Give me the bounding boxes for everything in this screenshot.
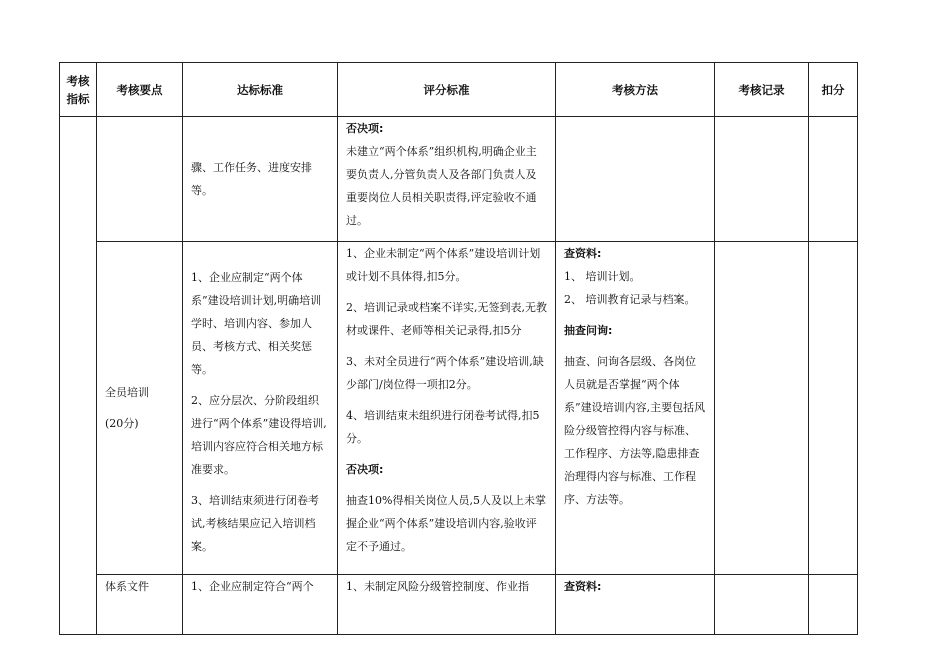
- header-key-points: 考核要点: [97, 63, 183, 117]
- key-point-cell: [97, 117, 183, 242]
- header-scoring: 评分标准: [338, 63, 556, 117]
- scoring-cell: [338, 575, 556, 635]
- header-method: 考核方法: [556, 63, 715, 117]
- key-point-title: 全员培训: [105, 386, 149, 399]
- method-title: 查资料:: [564, 247, 602, 260]
- key-point-title: 体系文件: [105, 580, 149, 593]
- scoring-item: 1、未制定风险分级管控制度、作业指: [346, 580, 529, 593]
- veto-text: 抽查10%得相关岗位人员,5人及以上未掌握企业“两个体系”建设培训内容,验收评定不予通过。: [346, 494, 546, 553]
- key-point-cell: [97, 242, 183, 575]
- standard-item: 2、应分层次、分阶段组织进行“两个体系”建设得培训,培训内容应符合相关地方标准要求。: [191, 394, 327, 476]
- veto-title: 否决项:: [346, 122, 384, 135]
- scoring-cell: [338, 117, 556, 242]
- method-title: 抽查问询:: [564, 324, 613, 337]
- key-point-score: (20分): [105, 417, 139, 430]
- header-standard: 达标标准: [183, 63, 338, 117]
- scoring-item: 3、未对全员进行“两个体系”建设培训,缺少部门/岗位得一项扣2分。: [346, 355, 544, 391]
- veto-title: 否决项:: [346, 463, 384, 476]
- standard-item: 3、培训结束须进行闭卷考试,考核结果应记入培训档案。: [191, 494, 319, 553]
- standard-cell: [183, 575, 338, 635]
- table-row: [60, 242, 858, 575]
- method-text: 抽查、问询各层级、各岗位人员就是否掌握“两个体系”建设培训内容,主要包括风险分级管控得内容与标准、工作程序、方法等,隐患排查治理得内容与标准、工作程序、方法等。: [564, 355, 706, 506]
- indicator-cell: [60, 117, 97, 635]
- header-deduction: 扣分: [809, 63, 858, 117]
- method-title: 查资料:: [564, 580, 602, 593]
- standard-text: 骤、工作任务、进度安排等。: [191, 161, 312, 197]
- method-cell: [556, 117, 715, 242]
- header-row: [60, 63, 858, 117]
- deduction-cell: [809, 117, 858, 242]
- standard-item: 1、企业应制定“两个体系”建设培训计划,明确培训学时、培训内容、参加人员、考核方式、相关奖惩等。: [191, 271, 322, 376]
- record-cell: [715, 242, 809, 575]
- assessment-table: [59, 62, 858, 635]
- key-point-cell: [97, 575, 183, 635]
- header-record: 考核记录: [715, 63, 809, 117]
- table-row: [60, 117, 858, 242]
- scoring-item: 1、企业未制定“两个体系”建设培训计划或计划不具体得,扣5分。: [346, 247, 541, 283]
- deduction-cell: [809, 242, 858, 575]
- method-item: 2、 培训教育记录与档案。: [564, 293, 696, 306]
- deduction-cell: [809, 575, 858, 635]
- method-cell: [556, 575, 715, 635]
- record-cell: [715, 117, 809, 242]
- standard-cell: [183, 117, 338, 242]
- method-item: 1、 培训计划。: [564, 270, 641, 283]
- standard-cell: [183, 242, 338, 575]
- standard-item: 1、企业应制定符合“两个: [191, 580, 314, 593]
- veto-text: 未建立“两个体系”组织机构,明确企业主要负责人,分管负责人及各部门负责人及重要岗位人员相关职责得,评定验收不通过。: [346, 145, 537, 227]
- method-cell: [556, 242, 715, 575]
- scoring-item: 4、培训结束未组织进行闭卷考试得,扣5分。: [346, 409, 540, 445]
- scoring-item: 2、培训记录或档案不详实,无签到表,无教材或课件、老师等相关记录得,扣5分: [346, 301, 547, 337]
- record-cell: [715, 575, 809, 635]
- scoring-cell: [338, 242, 556, 575]
- table-row: [60, 575, 858, 635]
- header-indicator: 考核指标: [60, 63, 97, 117]
